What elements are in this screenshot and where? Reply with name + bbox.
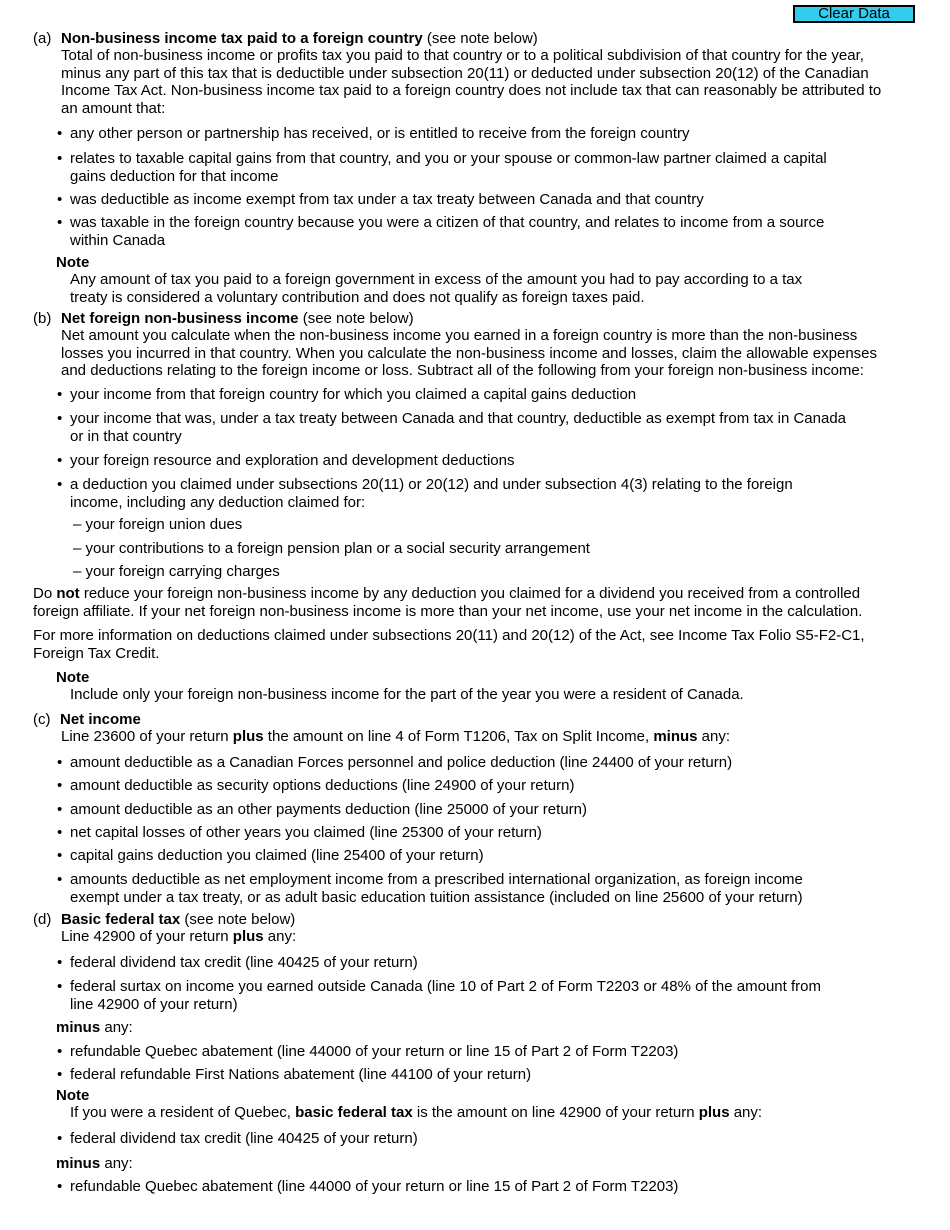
bullet-line: federal dividend tax credit (line 40425 of your return)	[70, 954, 418, 971]
list-item	[70, 754, 732, 772]
note-line: Include only your foreign non-business income for the part of the year you were a resident of Canada.	[70, 686, 744, 703]
list-item	[70, 150, 827, 185]
section-b-do-not-paragraph	[33, 585, 933, 620]
bullet-line: was deductible as income exempt from tax under a tax treaty between Canada and that country	[70, 191, 704, 208]
do-word: Do	[33, 585, 57, 602]
bullet-line: amount deductible as a Canadian Forces personnel and police deduction (line 24400 of your return)	[70, 754, 733, 771]
note-text: is the amount on line 42900 of your return	[412, 1104, 699, 1121]
note-text: If you were a resident of Quebec,	[70, 1104, 296, 1121]
intro-text: any:	[263, 928, 297, 945]
section-b-note	[70, 686, 744, 704]
bullet-line: or in that country	[70, 427, 182, 445]
minus-rest: any:	[100, 1155, 133, 1172]
section-b-letter: (b)	[33, 310, 52, 327]
bullet-line: federal refundable First Nations abatement (line 44100 of your return)	[70, 1066, 532, 1083]
list-item: – your foreign union dues	[73, 516, 243, 533]
bullet-line: any other person or partnership has received, or is entitled to receive from the foreign country	[70, 125, 690, 142]
dash-text: your foreign carrying charges	[85, 563, 280, 580]
section-d-title-note: (see note below)	[180, 911, 296, 928]
section-a-letter: (a)	[33, 30, 52, 47]
intro-text: Line 42900 of your return	[61, 928, 233, 945]
para-line	[33, 585, 933, 603]
list-item	[70, 191, 704, 209]
bullet-line: relates to taxable capital gains from that country, and you or your spouse or common-law partner claimed a capital	[70, 150, 827, 167]
para-line: and deductions relating to the foreign income or loss. Subtract all of the following from your foreign non-business income:	[61, 362, 864, 379]
para-line: Total of non-business income or profits tax you paid to that country or to a political subdivision of that country for the year,	[61, 47, 864, 64]
bullet-dot-icon: •	[57, 386, 63, 403]
para-line: Foreign Tax Credit.	[33, 644, 160, 662]
intro-text: Line 23600 of your return	[61, 728, 233, 745]
section-d-letter: (d)	[33, 911, 52, 928]
para-line: foreign affiliate. If your net foreign non-business income is more than your net income, use your net income in the calculation.	[33, 602, 863, 620]
bullet-dot-icon: •	[57, 978, 63, 995]
bullet-line: net capital losses of other years you claimed (line 25300 of your return)	[70, 824, 542, 841]
not-word: not	[56, 585, 80, 602]
bullet-line: your income from that foreign country for which you claimed a capital gains deduction	[70, 386, 637, 403]
note-text: any:	[729, 1104, 763, 1121]
section-b-title: Net foreign non-business income	[61, 310, 299, 327]
bullet-dot-icon: •	[57, 476, 63, 493]
para-line: For more information on deductions claimed under subsections 20(11) and 20(12) of the Act, see Income Tax Folio S5-F2-C1,	[33, 627, 865, 644]
section-d-title: Basic federal tax	[61, 911, 181, 928]
bullet-dot-icon: •	[57, 801, 63, 818]
section-c-intro	[61, 728, 730, 746]
dash-text: your foreign union dues	[85, 516, 243, 533]
note-line: Any amount of tax you paid to a foreign government in excess of the amount you had to pay according to a tax	[70, 271, 803, 288]
bullet-dot-icon: •	[57, 191, 63, 208]
section-d-note	[70, 1104, 762, 1122]
section-d-note-label: Note	[56, 1087, 90, 1104]
list-item	[70, 824, 542, 842]
plus-word: plus	[232, 728, 264, 745]
section-b-info-paragraph	[33, 627, 865, 662]
list-item: – your foreign carrying charges	[73, 563, 280, 580]
list-item	[70, 777, 574, 795]
list-item: – your contributions to a foreign pension plan or a social security arrangement	[73, 540, 590, 557]
bullet-line: exempt under a tax treaty, or as adult basic education tuition assistance (included on line 25600 of your return)	[70, 888, 803, 906]
bullet-dot-icon: •	[57, 410, 63, 427]
section-a-title-note: (see note below)	[422, 30, 538, 47]
bullet-line: refundable Quebec abatement (line 44000 of your return or line 15 of Part 2 of Form T2203)	[70, 1178, 679, 1195]
bullet-line: was taxable in the foreign country because you were a citizen of that country, and relates to income from a source	[70, 214, 825, 231]
section-d-minus-label	[56, 1019, 133, 1037]
bullet-line: a deduction you claimed under subsections 20(11) or 20(12) and under subsection 4(3) relating to the foreign	[70, 476, 793, 493]
bullet-dot-icon: •	[57, 754, 63, 771]
para-line: an amount that:	[61, 99, 166, 117]
list-item	[70, 1066, 531, 1084]
bullet-dot-icon: •	[57, 452, 63, 469]
note-bold: basic federal tax	[295, 1104, 413, 1121]
minus-word: minus	[653, 728, 698, 745]
list-item	[70, 1043, 678, 1061]
para-line: Income Tax Act. Non-business income tax paid to a foreign country does not include tax that can reasonably be attributed to	[61, 82, 882, 99]
bullet-dot-icon: •	[57, 1178, 63, 1195]
section-b-heading	[61, 310, 414, 328]
bullet-line: income, including any deduction claimed for:	[70, 493, 366, 511]
para-line: minus any part of this tax that is deductible under subsection 20(11) or deducted under subsection 20(12) of the Canadian	[61, 64, 869, 82]
list-item	[70, 410, 846, 445]
intro-text: any:	[697, 728, 731, 745]
para-line: Net amount you calculate when the non-business income you earned in a foreign country is more than the non-business	[61, 327, 858, 344]
bullet-line: within Canada	[70, 231, 166, 249]
bullet-line: line 42900 of your return)	[70, 995, 238, 1013]
list-item	[70, 386, 636, 404]
bullet-dot-icon: •	[57, 125, 63, 142]
bullet-line: federal dividend tax credit (line 40425 of your return)	[70, 1130, 418, 1147]
bullet-dot-icon: •	[57, 214, 63, 231]
list-item	[70, 954, 418, 972]
clear-data-button[interactable]: Clear Data	[793, 5, 915, 23]
section-a-heading	[61, 30, 538, 48]
bullet-line: capital gains deduction you claimed (line 25400 of your return)	[70, 847, 484, 864]
plus-word: plus	[698, 1104, 730, 1121]
list-item	[70, 476, 793, 511]
minus-word: minus	[56, 1155, 101, 1172]
list-item	[70, 452, 514, 470]
bullet-dot-icon: •	[57, 150, 63, 167]
bullet-dot-icon: •	[57, 871, 63, 888]
section-d-intro	[61, 928, 296, 946]
bullet-line: your income that was, under a tax treaty between Canada and that country, deductible as exempt from tax in Canada	[70, 410, 847, 427]
section-a-paragraph	[61, 47, 881, 117]
list-item	[70, 801, 587, 819]
bullet-line: federal surtax on income you earned outside Canada (line 10 of Part 2 of Form T2203 or 48% of the amount from	[70, 978, 821, 995]
section-a-title: Non-business income tax paid to a foreign country	[61, 30, 423, 47]
section-a-note	[70, 271, 802, 306]
list-item	[70, 847, 484, 865]
list-item	[70, 978, 821, 1013]
list-item	[70, 1178, 678, 1196]
list-item	[70, 1130, 418, 1148]
bullet-dot-icon: •	[57, 777, 63, 794]
bullet-dot-icon: •	[57, 1066, 63, 1083]
bullet-line: amount deductible as security options deductions (line 24900 of your return)	[70, 777, 575, 794]
minus-rest: any:	[100, 1019, 133, 1036]
list-item	[70, 214, 824, 249]
section-b-title-note: (see note below)	[298, 310, 414, 327]
section-b-paragraph	[61, 327, 877, 380]
section-b-note-label: Note	[56, 669, 90, 686]
bullet-line: your foreign resource and exploration and development deductions	[70, 452, 515, 469]
intro-text: the amount on line 4 of Form T1206, Tax on Split Income,	[263, 728, 654, 745]
bullet-line: amounts deductible as net employment income from a prescribed international organization, as foreign income	[70, 871, 803, 888]
bullet-dot-icon: •	[57, 954, 63, 971]
list-item	[70, 871, 803, 906]
section-d-note-minus-label	[56, 1155, 133, 1173]
para-line: losses you incurred in that country. When you calculate the non-business income and losses, claim the allowable expenses	[61, 344, 877, 362]
section-d-heading	[61, 911, 295, 929]
bullet-dot-icon: •	[57, 847, 63, 864]
bullet-dot-icon: •	[57, 824, 63, 841]
bullet-line: refundable Quebec abatement (line 44000 of your return or line 15 of Part 2 of Form T2203)	[70, 1043, 679, 1060]
section-a-note-label: Note	[56, 254, 90, 271]
do-rest: reduce your foreign non-business income by any deduction you claimed for a dividend you received from a controlled	[79, 585, 861, 602]
section-c-letter: (c)	[33, 711, 51, 728]
note-line: treaty is considered a voluntary contribution and does not qualify as foreign taxes paid.	[70, 288, 645, 306]
section-c-title: Net income	[60, 711, 141, 728]
minus-word: minus	[56, 1019, 101, 1036]
plus-word: plus	[232, 928, 264, 945]
bullet-dot-icon: •	[57, 1130, 63, 1147]
bullet-line: amount deductible as an other payments deduction (line 25000 of your return)	[70, 801, 587, 818]
dash-text: your contributions to a foreign pension plan or a social security arrangement	[85, 540, 590, 557]
bullet-dot-icon: •	[57, 1043, 63, 1060]
list-item	[70, 125, 690, 143]
bullet-line: gains deduction for that income	[70, 167, 279, 185]
